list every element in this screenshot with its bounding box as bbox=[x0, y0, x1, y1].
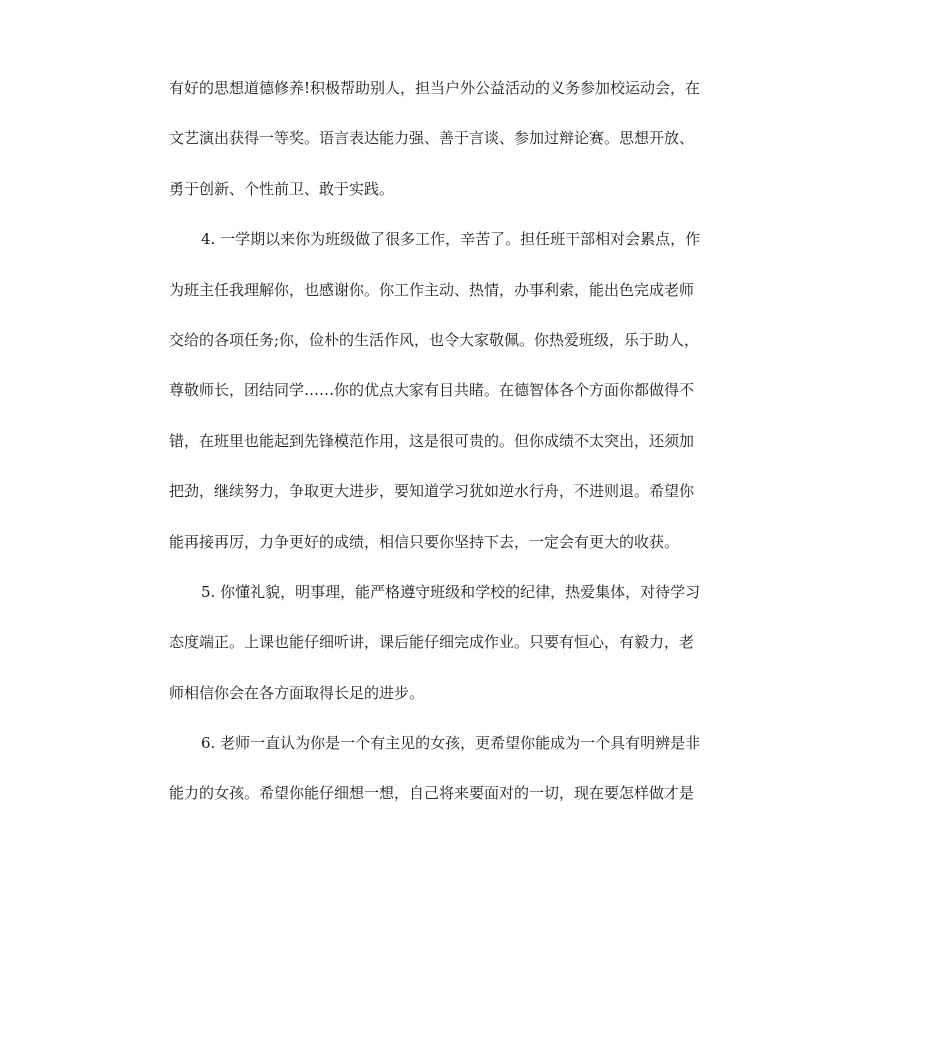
text-line: 文艺演出获得一等奖。语言表达能力强、善于言谈、参加过辩论赛。思想开放、 bbox=[169, 129, 695, 148]
text-line: 为班主任我理解你，也感谢你。你工作主动、热情，办事利索，能出色完成老师 bbox=[169, 280, 695, 299]
text-line: 师相信你会在各方面取得长足的进步。 bbox=[169, 683, 425, 702]
paragraph-4-start: 4. 一学期以来你为班级做了很多工作，辛苦了。担任班干部相对会累点，作 bbox=[201, 230, 701, 249]
text-line: 把劲，继续努力，争取更大进步，要知道学习犹如逆水行舟，不进则退。希望你 bbox=[169, 482, 695, 501]
text-line: 态度端正。上课也能仔细听讲，课后能仔细完成作业。只要有恒心，有毅力，老 bbox=[169, 633, 695, 652]
paragraph-6-start: 6. 老师一直认为你是一个有主见的女孩，更希望你能成为一个具有明辨是非 bbox=[201, 734, 701, 753]
text-line: 尊敬师长，团结同学……你的优点大家有目共睹。在德智体各个方面你都做得不 bbox=[169, 381, 695, 400]
text-line: 有好的思想道德修养!积极帮助别人，担当户外公益活动的义务参加校运动会，在 bbox=[169, 79, 701, 97]
text-line: 交给的各项任务;你，俭朴的生活作风，也令大家敬佩。你热爱班级，乐于助人， bbox=[169, 330, 700, 349]
text-line: 错，在班里也能起到先锋模范作用，这是很可贵的。但你成绩不太突出，还须加 bbox=[169, 431, 695, 450]
text-line: 能再接再厉，力争更好的成绩，相信只要你坚持下去，一定会有更大的收获。 bbox=[169, 532, 680, 551]
text-line: 勇于创新、个性前卫、敢于实践。 bbox=[169, 179, 395, 198]
document-body bbox=[169, 63, 779, 819]
paragraph-5-start: 5. 你懂礼貌，明事理，能严格遵守班级和学校的纪律，热爱集体，对待学习 bbox=[201, 582, 701, 601]
text-line: 能力的女孩。希望你能仔细想一想，自己将来要面对的一切，现在要怎样做才是 bbox=[169, 784, 695, 803]
